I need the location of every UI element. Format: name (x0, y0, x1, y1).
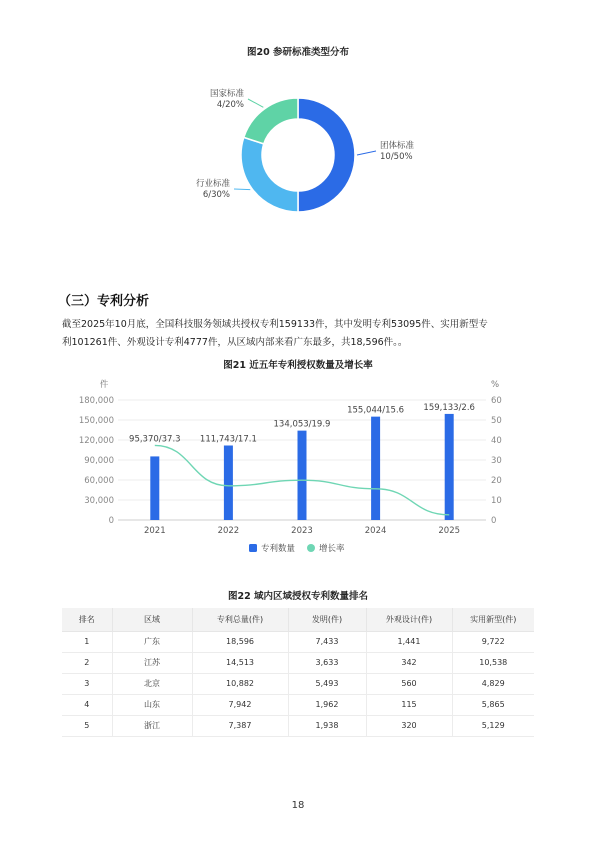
right-tick-label: 0 (491, 516, 497, 526)
table-body (62, 631, 534, 736)
table-cell: 7,433 (288, 631, 366, 652)
table-cell: 江苏 (112, 652, 192, 673)
region-ranking-table (62, 608, 534, 737)
page-number: 18 (291, 800, 305, 811)
data-label: 95,370/37.3 (129, 434, 181, 445)
pie-slice (298, 98, 355, 212)
pie-label-value: 4/20% (216, 100, 244, 110)
table-cell: 2 (62, 652, 112, 673)
x-tick-label: 2021 (143, 526, 166, 536)
right-tick-label: 10 (491, 496, 502, 506)
column-header: 排名 (62, 608, 112, 631)
table-cell: 10,538 (452, 652, 534, 673)
right-tick-label: 50 (491, 416, 502, 426)
table-header-row (62, 608, 534, 631)
figure-21-title: 图21 近五年专利授权数量及增长率 (223, 360, 373, 371)
table-cell: 山东 (112, 694, 192, 715)
x-tick-label: 2022 (217, 526, 240, 536)
table-cell: 115 (366, 694, 452, 715)
paragraph-line-1: 截至2025年10月底，全国科技服务领域共授权专利159133件，其中发明专利53095件、实用新型专 (62, 319, 488, 330)
table-cell: 1,962 (288, 694, 366, 715)
data-label: 155,044/15.6 (347, 405, 405, 416)
left-tick-label: 30,000 (84, 496, 114, 506)
table-cell: 14,513 (192, 652, 288, 673)
section-heading: （三）专利分析 (58, 294, 150, 309)
bar (150, 456, 159, 520)
pie-leader-line (248, 99, 263, 107)
table-row (62, 631, 534, 652)
column-header: 外观设计(件) (366, 608, 452, 631)
data-label: 134,053/19.9 (273, 419, 331, 430)
pie-label-value: 10/50% (380, 152, 413, 162)
pie-leader-line (234, 189, 250, 190)
table-cell: 9,722 (452, 631, 534, 652)
table-row (62, 694, 534, 715)
legend-label-bar: 专利数量 (261, 544, 296, 554)
table-cell: 320 (366, 715, 452, 736)
table-cell: 3 (62, 673, 112, 694)
pie-leader-line (357, 151, 376, 155)
x-tick-label: 2023 (291, 526, 313, 536)
table-cell: 18,596 (192, 631, 288, 652)
legend-swatch-bar (249, 544, 257, 552)
legend-swatch-line (307, 544, 315, 552)
x-tick-label: 2024 (364, 526, 387, 536)
table-cell: 5,129 (452, 715, 534, 736)
pie-slice (241, 137, 298, 212)
bar (224, 446, 233, 520)
data-label: 111,743/17.1 (199, 434, 257, 445)
legend-label-line: 增长率 (319, 544, 345, 554)
left-tick-label: 0 (108, 516, 114, 526)
table-cell: 1,938 (288, 715, 366, 736)
right-tick-label: 40 (491, 436, 502, 446)
table-cell: 4,829 (452, 673, 534, 694)
table-cell: 5,493 (288, 673, 366, 694)
right-tick-label: 20 (491, 476, 502, 486)
left-tick-label: 120,000 (78, 436, 114, 446)
table-cell: 342 (366, 652, 452, 673)
bar (445, 414, 454, 520)
pie-label-name: 国家标准 (209, 89, 244, 99)
table-cell: 10,882 (192, 673, 288, 694)
table-cell: 5 (62, 715, 112, 736)
right-tick-label: 60 (491, 396, 502, 406)
table-cell: 4 (62, 694, 112, 715)
table-cell: 广东 (112, 631, 192, 652)
table-cell: 7,387 (192, 715, 288, 736)
patent-summary-paragraph (62, 316, 542, 352)
left-axis-unit: 件 (99, 380, 109, 390)
table-cell: 1 (62, 631, 112, 652)
table-cell: 3,633 (288, 652, 366, 673)
standard-type-donut-chart (0, 80, 596, 230)
left-tick-label: 60,000 (84, 476, 114, 486)
pie-label-value: 6/30% (202, 190, 230, 200)
table-row (62, 652, 534, 673)
column-header: 区域 (112, 608, 192, 631)
table-cell: 560 (366, 673, 452, 694)
table-cell: 1,441 (366, 631, 452, 652)
table-cell: 北京 (112, 673, 192, 694)
table-cell: 7,942 (192, 694, 288, 715)
x-tick-label: 2025 (438, 526, 461, 536)
bar (371, 417, 380, 520)
right-axis-unit: % (490, 380, 500, 390)
figure-22-title: 图22 域内区域授权专利数量排名 (227, 591, 369, 602)
pie-label-name: 行业标准 (195, 179, 230, 189)
pie-slice (244, 98, 298, 144)
table-row (62, 715, 534, 736)
table-cell: 浙江 (112, 715, 192, 736)
column-header: 实用新型(件) (452, 608, 534, 631)
right-tick-label: 30 (491, 456, 502, 466)
table-row (62, 673, 534, 694)
column-header: 发明(件) (288, 608, 366, 631)
data-label: 159,133/2.6 (423, 402, 475, 413)
left-tick-label: 180,000 (78, 396, 114, 406)
column-header: 专利总量(件) (192, 608, 288, 631)
patent-bar-line-chart (0, 372, 596, 582)
pie-label-name: 团体标准 (380, 141, 415, 151)
figure-20-title: 图20 参研标准类型分布 (246, 47, 350, 58)
bar (298, 431, 307, 520)
left-tick-label: 150,000 (78, 416, 114, 426)
table-cell: 5,865 (452, 694, 534, 715)
left-tick-label: 90,000 (84, 456, 114, 466)
paragraph-line-2: 利101261件、外观设计专利4777件，从区域内部来看广东最多，共18,596件。。 (62, 337, 408, 348)
